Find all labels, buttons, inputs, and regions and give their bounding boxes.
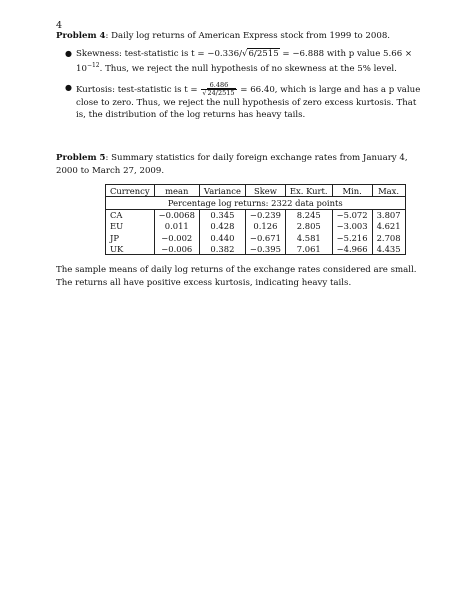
table-header-row [106,185,406,197]
cell-ex-kurt: 8.245 [285,209,332,221]
table-caption-row [106,197,406,209]
cell-max: 4.621 [372,221,405,232]
sqrt-symbol: √ [241,48,248,59]
skewness-pre: Skewness: test-statistic is t = −0.336/ [76,48,242,59]
cell-currency: CA [106,209,155,221]
problem-5-title: : Summary statistics for daily foreign exchange rates from January 4, 2000 to March 27, 2009. [56,153,408,176]
kurtosis-post: = 66.40, which is large and has a p value close to zero. Thus, we reject the null hypothesis of zero excess kurtosis. That is, the distribution of the log returns has heavy tails. [76,84,421,121]
cell-min: −5.216 [332,232,372,243]
bullet-icon: ● [65,48,72,58]
cell-mean: −0.002 [154,232,199,243]
cell-ex-kurt: 4.581 [285,232,332,243]
cell-variance: 0.440 [199,232,245,243]
problem-5-conclusion: The sample means of daily log returns of the exchange rates considered are small. The returns all have positive excess kurtosis, indicating heavy tails. [56,265,417,288]
cell-skew: −0.395 [245,243,285,255]
header-max: Max. [372,185,405,197]
header-min: Min. [332,185,372,197]
header-mean: mean [154,185,199,197]
problem-4-label: Problem 4 [56,31,106,41]
skewness-item [56,48,424,76]
kurtosis-item [56,82,424,122]
kurtosis-fraction-denominator: √24/2515 [202,88,235,97]
problem-4-bullets [56,48,424,122]
cell-skew: −0.671 [245,232,285,243]
cell-min: −5.072 [332,209,372,221]
cell-mean: −0.0068 [154,209,199,221]
skewness-sqrt-arg: 6/2515 [248,48,279,59]
table-row [106,232,406,243]
cell-max: 4.435 [372,243,405,255]
skewness-post: = −6.888 with p value 5.66 × 10 [76,48,413,75]
cell-currency: EU [106,221,155,232]
cell-max: 3.807 [372,209,405,221]
table-row [106,221,406,232]
header-variance: Variance [199,185,245,197]
table-caption: Percentage log returns: 2322 data points [106,197,406,209]
page-number: 4 [56,20,63,31]
kurtosis-sqrt-arg: 24/2515 [207,88,235,97]
bullet-icon: ● [65,82,72,92]
problem-4-title: : Daily log returns of American Express stock from 1999 to 2008. [105,31,391,41]
kurtosis-pre: Kurtosis: test-statistic is t = [76,84,201,95]
problem-5-section [56,152,424,290]
skewness-exponent: −12 [86,62,100,70]
cell-skew: 0.126 [245,221,285,232]
cell-variance: 0.382 [199,243,245,255]
kurtosis-fraction [201,82,236,97]
header-skew: Skew [245,185,285,197]
cell-min: −4.966 [332,243,372,255]
cell-currency: JP [106,232,155,243]
kurtosis-fraction-numerator: 6.486 [201,82,236,90]
cell-ex-kurt: 7.061 [285,243,332,255]
table-row [106,243,406,255]
cell-variance: 0.345 [199,209,245,221]
problem-5-heading [56,152,424,177]
cell-variance: 0.428 [199,221,245,232]
cell-skew: −0.239 [245,209,285,221]
header-currency: Currency [106,185,155,197]
fx-summary-table [105,184,406,255]
table-row [106,209,406,221]
problem-4-heading [56,30,424,43]
cell-mean: −0.006 [154,243,199,255]
cell-max: 2.708 [372,232,405,243]
cell-ex-kurt: 2.805 [285,221,332,232]
header-ex-kurt: Ex. Kurt. [285,185,332,197]
problem-4-section [56,30,424,128]
cell-currency: UK [106,243,155,255]
problem-5-label: Problem 5 [56,153,106,163]
cell-min: −3.003 [332,221,372,232]
skewness-tail: . Thus, we reject the null hypothesis of no skewness at the 5% level. [99,64,397,75]
cell-mean: 0.011 [154,221,199,232]
